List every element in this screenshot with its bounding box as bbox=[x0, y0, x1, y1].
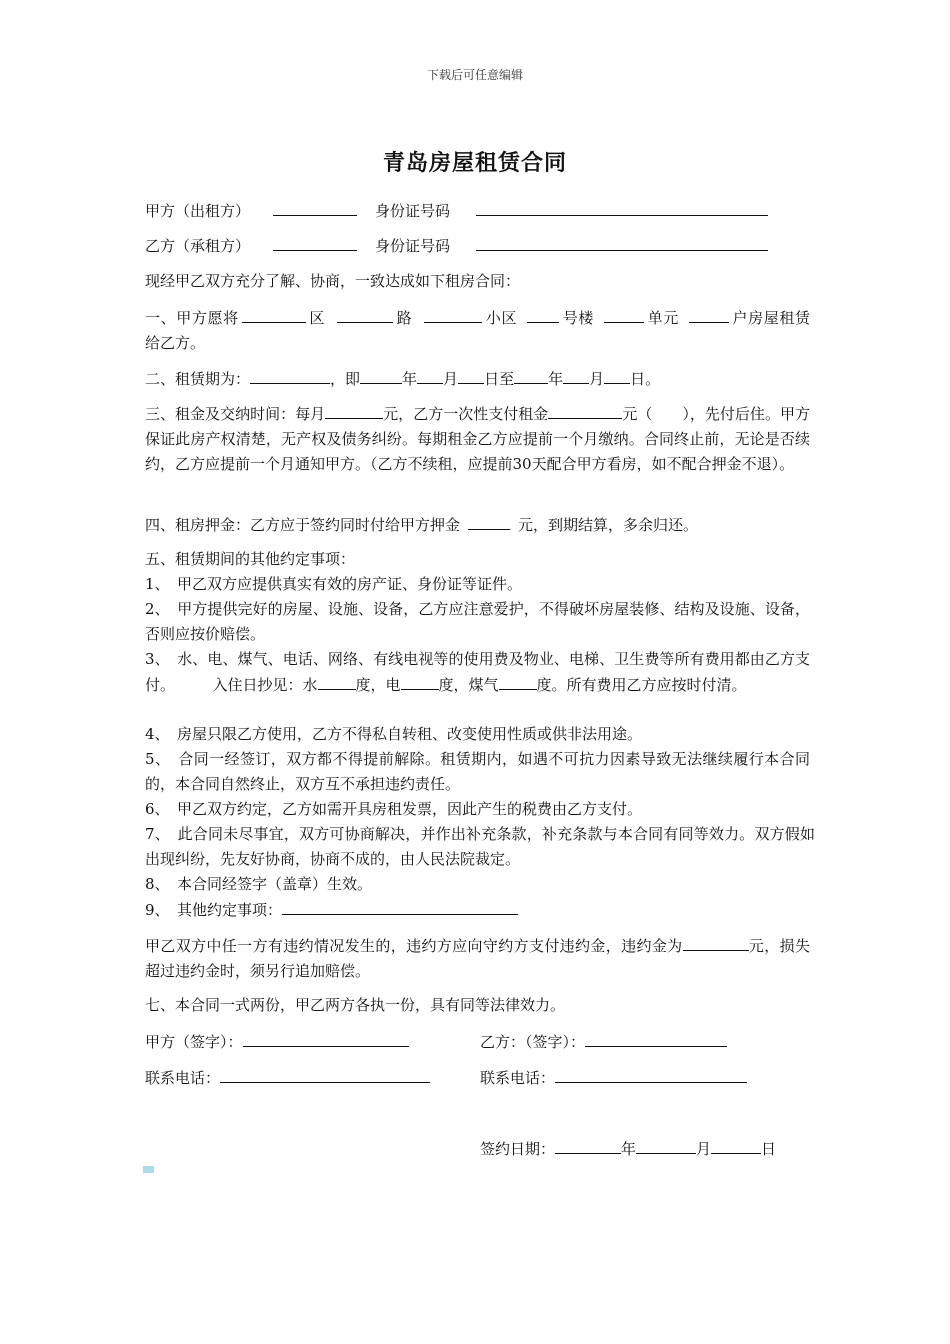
other-terms-field[interactable] bbox=[282, 897, 518, 915]
clause-4-text: 四、租房押金：乙方应于签约同时付给甲方押金 bbox=[145, 516, 461, 534]
party-a-id-field[interactable] bbox=[476, 198, 768, 216]
clause-5-item-9 bbox=[145, 897, 518, 923]
clause-5-item-7: 7、 此合同未尽事宜，双方可协商解决，并作出补充条款，补充条款与本合同有同等效力。双方假如出现纠纷，先友好协商，协商不成的，由人民法院裁定。 bbox=[145, 825, 815, 868]
clause-5-item-1: 1、 甲乙双方应提供真实有效的房产证、身份证等证件。 bbox=[145, 575, 523, 593]
clause-1-unit-label: 单元 bbox=[646, 309, 679, 327]
party-b-phone-label: 联系电话： bbox=[480, 1069, 556, 1087]
sign-day-label: 日 bbox=[761, 1140, 777, 1158]
clause-4-settlement-text: 元，到期结算，多余归还。 bbox=[518, 516, 699, 534]
party-b-phone-row bbox=[480, 1065, 747, 1091]
clause-3-terms-text: 元（ ），先付后住。甲方保证此房产权清楚，无产权及债务纠纷。每期租金乙方应提前一个月缴纳。合同终止前，无论是否续约，乙方应提前一个月通知甲方。（乙方不续租，应提前30天配合甲方看房，如不配合押金不退）。 bbox=[145, 405, 810, 473]
party-b-name-field[interactable] bbox=[273, 233, 357, 251]
deposit-field[interactable] bbox=[468, 512, 510, 530]
room-field[interactable] bbox=[689, 305, 729, 323]
district-field[interactable] bbox=[242, 305, 306, 323]
community-field[interactable] bbox=[424, 305, 482, 323]
gas-reading-field[interactable] bbox=[499, 672, 537, 690]
party-a-name-field[interactable] bbox=[273, 198, 357, 216]
start-day-field[interactable] bbox=[458, 366, 484, 384]
clause-1-district-label: 区 bbox=[308, 309, 325, 327]
clause-2-text: 二、租赁期为： bbox=[145, 370, 251, 388]
penalty-field[interactable] bbox=[683, 933, 749, 951]
clause-5-item-8: 8、 本合同经签字（盖章）生效。 bbox=[145, 875, 373, 893]
end-year-field[interactable] bbox=[514, 366, 548, 384]
clause-2 bbox=[145, 366, 660, 392]
party-a-label: 甲方（出租方） bbox=[145, 202, 251, 220]
breach-text: 甲乙双方中任一方有违约情况发生的，违约方应向守约方支付违约金，违约金为 bbox=[145, 937, 683, 955]
party-a-phone-label: 联系电话： bbox=[145, 1069, 221, 1087]
party-a-signature-field[interactable] bbox=[243, 1029, 409, 1047]
clause-1-community-label: 小区 bbox=[485, 309, 518, 327]
party-b-phone-field[interactable] bbox=[555, 1065, 747, 1083]
clause-5-item-5: 5、 合同一经签订，双方都不得提前解除。租赁期内，如遇不可抗力因素导致无法继续履行本合同的，本合同自然终止，双方互不承担违约责任。 bbox=[145, 750, 810, 793]
clause-1-text: 一、甲方愿将 bbox=[145, 309, 239, 327]
clause-5-item-6: 6、 甲乙双方约定，乙方如需开具房租发票，因此产生的税费由乙方支付。 bbox=[145, 800, 643, 818]
clause-2-end-day-label: 日。 bbox=[630, 370, 661, 388]
water-reading-field[interactable] bbox=[318, 672, 356, 690]
clause-2-start-month-label: 月 bbox=[443, 370, 459, 388]
clause-5-item-9-text: 9、 其他约定事项： bbox=[145, 901, 283, 919]
clause-2-ie-label: ，即 bbox=[330, 370, 361, 388]
page-header-note: 下载后可任意编辑 bbox=[426, 68, 523, 82]
party-a-phone-field[interactable] bbox=[220, 1065, 430, 1083]
start-year-field[interactable] bbox=[360, 366, 402, 384]
unit-field[interactable] bbox=[604, 305, 644, 323]
electricity-reading-field[interactable] bbox=[401, 672, 439, 690]
lump-sum-rent-field[interactable] bbox=[548, 401, 622, 419]
clause-5-item-3-gas-label: 度，煤气 bbox=[438, 676, 499, 694]
clause-4 bbox=[145, 512, 698, 538]
clause-5-title: 五、租赁期间的其他约定事项： bbox=[145, 550, 356, 568]
start-month-field[interactable] bbox=[417, 366, 443, 384]
breach-clause bbox=[145, 933, 810, 984]
clause-2-end-year-label: 年 bbox=[548, 370, 564, 388]
party-b-row bbox=[145, 233, 768, 259]
clause-5-item-4: 4、 房屋只限乙方使用，乙方不得私自转租、改变使用性质或供非法用途。 bbox=[145, 725, 643, 743]
lease-term-field[interactable] bbox=[250, 366, 330, 384]
breach-end-text: 元，损失超过违约金时，须另行追加赔偿。 bbox=[145, 937, 810, 980]
party-b-id-label: 身份证号码 bbox=[375, 237, 451, 255]
signing-date-row bbox=[480, 1136, 776, 1162]
clause-3-text: 三、租金及交纳时间：每月 bbox=[145, 405, 326, 423]
clause-1-room-label: 户房屋租赁给乙方。 bbox=[145, 309, 810, 352]
party-a-signature-row bbox=[145, 1029, 409, 1055]
end-day-field[interactable] bbox=[604, 366, 630, 384]
monthly-rent-field[interactable] bbox=[325, 401, 383, 419]
contract-title: 青岛房屋租赁合同 bbox=[382, 150, 567, 176]
party-b-id-field[interactable] bbox=[476, 233, 768, 251]
clause-2-start-year-label: 年 bbox=[402, 370, 418, 388]
party-a-id-label: 身份证号码 bbox=[375, 202, 451, 220]
end-month-field[interactable] bbox=[563, 366, 589, 384]
clause-1 bbox=[145, 305, 810, 356]
signing-date-label: 签约日期： bbox=[480, 1140, 556, 1158]
sign-month-label: 月 bbox=[696, 1140, 712, 1158]
intro-text: 现经甲乙双方充分了解、协商，一致达成如下租房合同： bbox=[145, 272, 521, 290]
building-field[interactable] bbox=[527, 305, 559, 323]
party-b-signature-row bbox=[480, 1029, 727, 1055]
sign-year-label: 年 bbox=[621, 1140, 637, 1158]
clause-1-building-label: 号楼 bbox=[562, 309, 594, 327]
road-field[interactable] bbox=[337, 305, 393, 323]
clause-1-road-label: 路 bbox=[395, 309, 413, 327]
clause-5-item-3-text: 3、 水、电、煤气、电话、网络、有线电视等的使用费及物业、电梯、卫生费等所有费用都由乙方支付。 入住日抄见：水 bbox=[145, 650, 810, 694]
clause-3-lump-sum-text: 元，乙方一次性支付租金 bbox=[383, 405, 549, 423]
party-b-signature-label: 乙方：（签字）： bbox=[480, 1033, 586, 1051]
party-b-label: 乙方（承租方） bbox=[145, 237, 251, 255]
clause-2-end-month-label: 月 bbox=[589, 370, 605, 388]
sign-month-field[interactable] bbox=[636, 1136, 696, 1154]
clause-5-item-2: 2、 甲方提供完好的房屋、设施、设备，乙方应注意爱护，不得破坏房屋装修、结构及设施、设备，否则应按价赔偿。 bbox=[145, 600, 810, 643]
party-a-phone-row bbox=[145, 1065, 430, 1091]
party-a-signature-label: 甲方（签字）： bbox=[145, 1033, 243, 1051]
clause-2-to-label: 日至 bbox=[484, 370, 515, 388]
anchor-marker bbox=[143, 1166, 154, 1173]
sign-day-field[interactable] bbox=[711, 1136, 761, 1154]
party-b-signature-field[interactable] bbox=[585, 1029, 727, 1047]
party-a-row bbox=[145, 198, 768, 224]
clause-5-item-3-electricity-label: 度，电 bbox=[355, 676, 401, 694]
clause-5-item-3-end-text: 度。所有费用乙方应按时付清。 bbox=[536, 676, 747, 694]
clause-5-item-3 bbox=[145, 647, 810, 698]
sign-year-field[interactable] bbox=[555, 1136, 621, 1154]
clause-3 bbox=[145, 401, 810, 477]
clause-7: 七、本合同一式两份，甲乙两方各执一份，具有同等法律效力。 bbox=[145, 996, 566, 1014]
